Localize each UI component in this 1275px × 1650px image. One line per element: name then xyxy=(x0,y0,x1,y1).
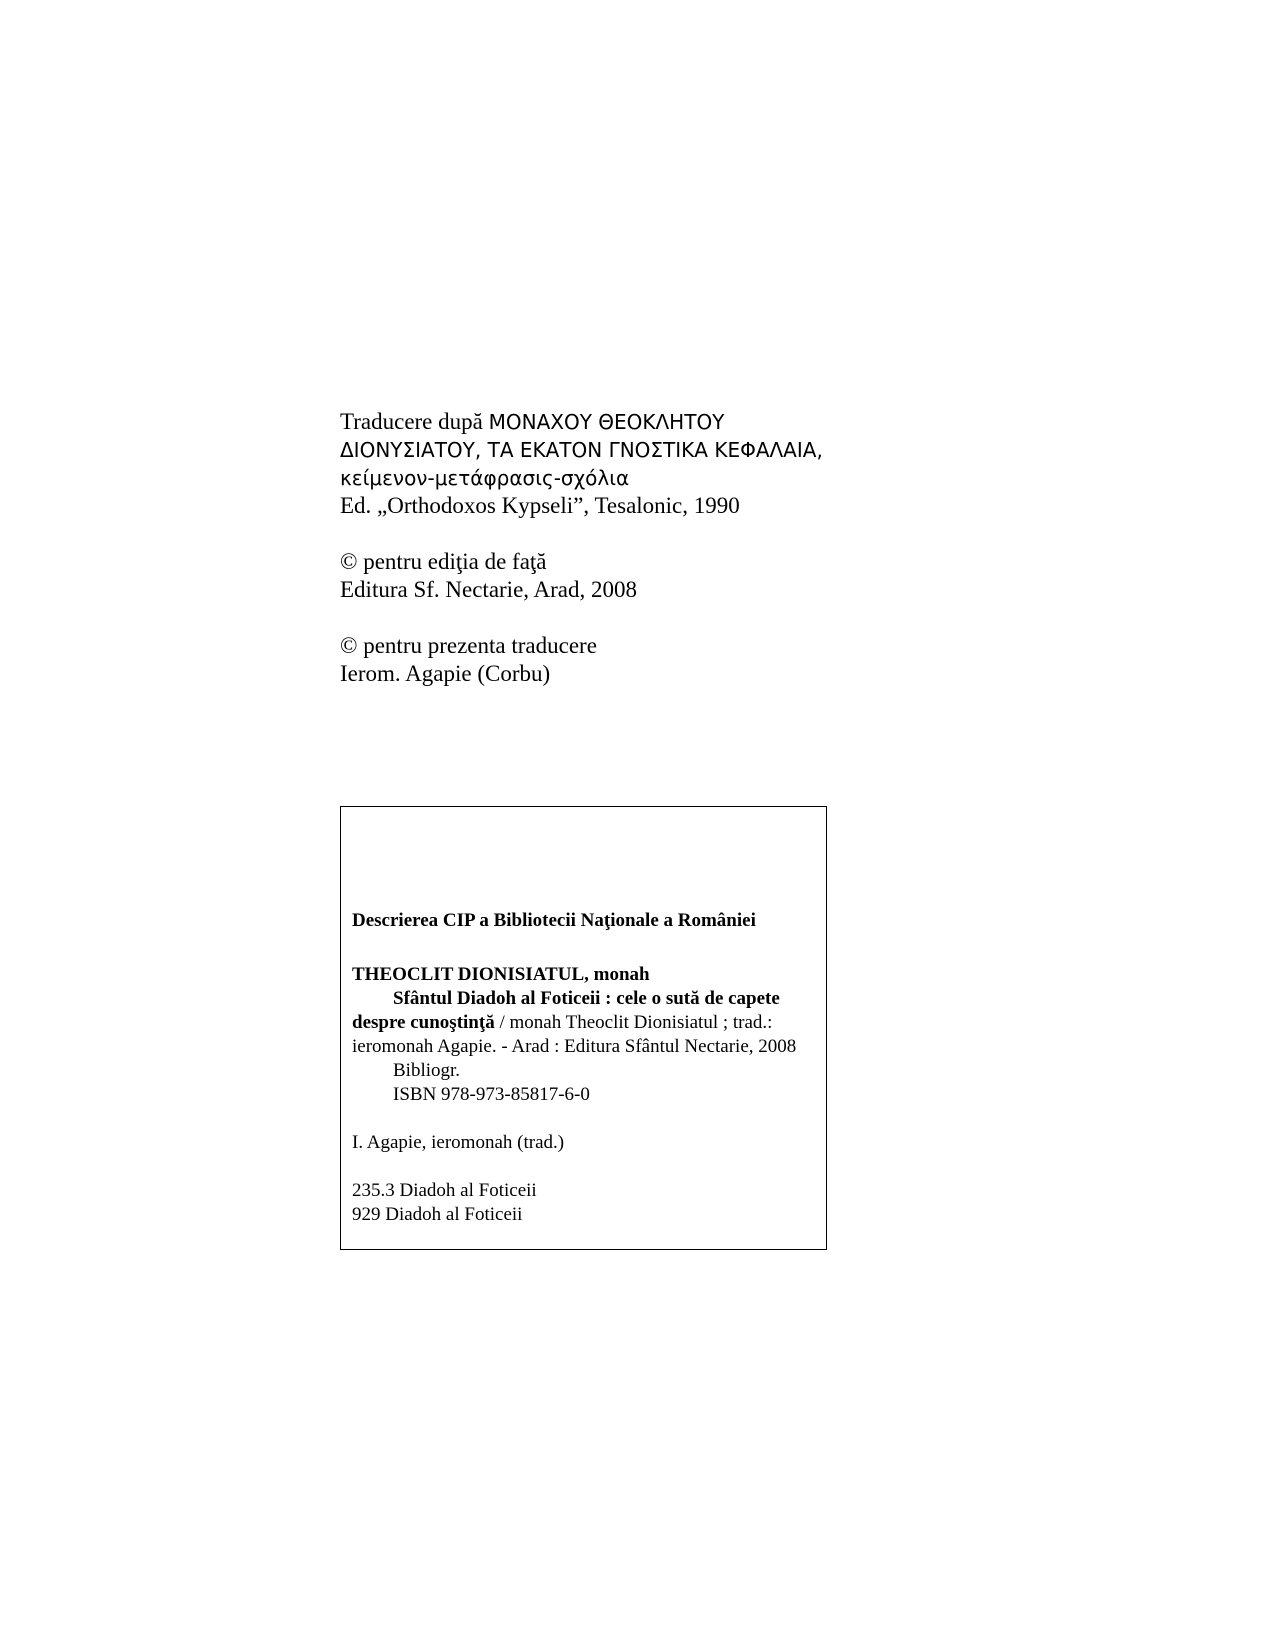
greek-subtitle-line: κείμενον-μετάφρασις-σχόλια xyxy=(340,466,630,490)
cip-description-box xyxy=(340,806,827,1250)
translation-credits xyxy=(340,408,940,688)
source-edition: Ed. „Orthodoxos Kypseli”, Tesalonic, 1990 xyxy=(340,493,740,518)
cip-title-entry xyxy=(352,987,820,1059)
greek-title-line: ΔΙΟΝΥΣΙΑΤΟΥ, ΤΑ ΕΚΑΤΟΝ ΓΝΟΣΤΙΚΑ ΚΕΦΑΛΑΙΑ, xyxy=(340,438,823,462)
cip-classification-2: 929 Diadoh al Foticeii xyxy=(352,1204,523,1225)
cip-contributor: I. Agapie, ieromonah (trad.) xyxy=(352,1132,565,1153)
edition-copyright-label: © pentru ediţia de faţă xyxy=(340,549,547,574)
cip-bibliography-note: Bibliogr. xyxy=(393,1060,461,1081)
edition-publisher: Editura Sf. Nectarie, Arad, 2008 xyxy=(340,577,637,602)
greek-author-line-1: ΜΟΝΑΧΟΥ ΘΕΟΚΛΗΤΟΥ xyxy=(488,410,725,434)
translation-prefix: Traducere după xyxy=(340,409,489,434)
cip-classification-1: 235.3 Diadoh al Foticeii xyxy=(352,1180,537,1201)
translator-name: Ierom. Agapie (Corbu) xyxy=(340,661,551,686)
cip-isbn: ISBN 978-973-85817-6-0 xyxy=(393,1084,590,1105)
cip-book-title: Sfântul Diadoh al Foticeii : cele o sută de capete despre cunoştinţă xyxy=(352,988,780,1033)
cip-author: THEOCLIT DIONISIATUL, monah xyxy=(352,964,650,985)
translation-copyright-label: © pentru prezenta traducere xyxy=(340,633,597,658)
translation-source-line xyxy=(340,408,940,436)
cip-title-details: / monah Theoclit Dionisiatul ; trad.: ieromonah Agapie. - Arad : Editura Sfântul Nectarie, 2008 xyxy=(352,1012,797,1057)
cip-heading: Descrierea CIP a Bibliotecii Naţionale a României xyxy=(352,910,756,931)
cip-content xyxy=(352,909,820,1227)
